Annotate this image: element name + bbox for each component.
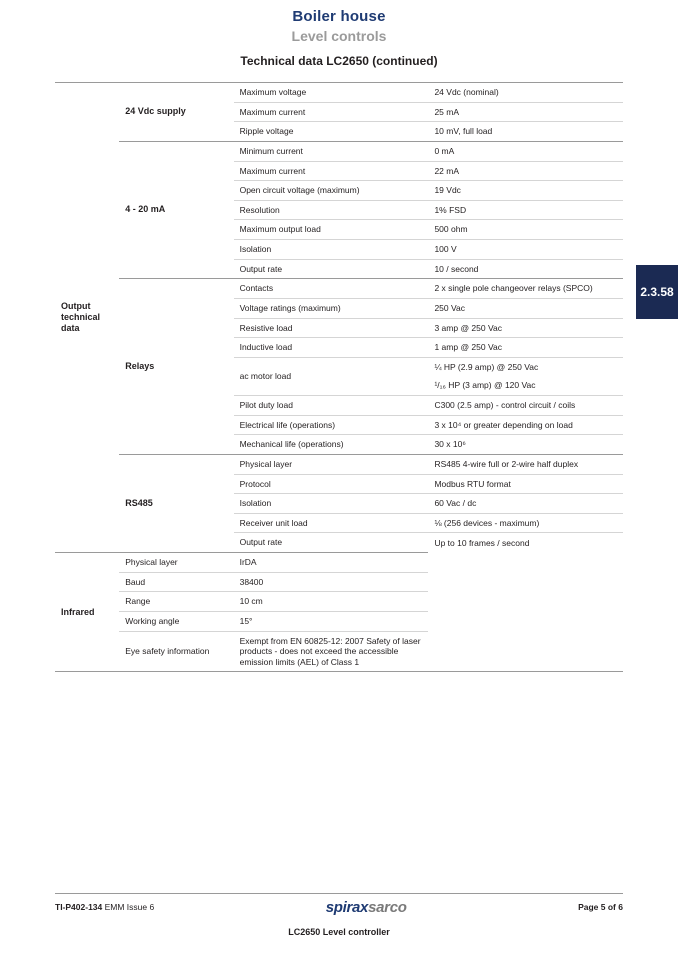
table-row [55, 592, 623, 612]
param-value: 24 Vdc (nominal) [428, 83, 623, 103]
param-value: 3 x 10⁴ or greater depending on load [428, 415, 623, 435]
param-value: 10 cm [234, 592, 429, 612]
group-label: 4 - 20 mA [119, 141, 233, 278]
param-name: Range [119, 592, 233, 612]
param-value: 1% FSD [428, 200, 623, 220]
param-name: Mechanical life (operations) [234, 435, 429, 455]
param-value: 10 / second [428, 259, 623, 279]
table-row [55, 553, 623, 573]
param-value: RS485 4-wire full or 2-wire half duplex [428, 454, 623, 474]
document-reference [55, 902, 154, 912]
param-value: 1 amp @ 250 Vac [428, 338, 623, 358]
group-label: RS485 [119, 454, 233, 552]
param-name: Isolation [234, 494, 429, 514]
group-label: Infrared [55, 553, 119, 672]
table-row [55, 611, 623, 631]
param-name: Baud [119, 572, 233, 592]
param-name: Contacts [234, 279, 429, 299]
param-value: 22 mA [428, 161, 623, 181]
table-row [55, 631, 623, 672]
technical-data-table [55, 82, 623, 672]
param-name: Minimum current [234, 141, 429, 161]
param-name: Working angle [119, 611, 233, 631]
param-value: IrDA [234, 553, 429, 573]
param-name: ac motor load [234, 357, 429, 395]
table-row [55, 572, 623, 592]
param-name: Maximum output load [234, 220, 429, 240]
param-name: Ripple voltage [234, 122, 429, 142]
document-header [0, 0, 678, 68]
param-name: Physical layer [119, 553, 233, 573]
param-value: Modbus RTU format [428, 474, 623, 494]
table-row [55, 83, 623, 103]
param-name: Open circuit voltage (maximum) [234, 181, 429, 201]
param-value: 250 Vac [428, 298, 623, 318]
param-value: 100 V [428, 240, 623, 260]
param-name: Receiver unit load [234, 513, 429, 533]
param-name: Protocol [234, 474, 429, 494]
group-label: Relays [119, 279, 233, 455]
document-reference-suffix: EMM Issue 6 [102, 902, 155, 912]
category-label: Output technical data [55, 83, 119, 553]
logo-text-spirax: spirax [325, 899, 369, 916]
param-name: Isolation [234, 240, 429, 260]
param-value: 30 x 10⁶ [428, 435, 623, 455]
param-name: Output rate [234, 533, 429, 553]
param-value: 3 amp @ 250 Vac [428, 318, 623, 338]
param-name: Pilot duty load [234, 396, 429, 416]
footer-divider [55, 893, 623, 894]
param-value: 0 mA [428, 141, 623, 161]
param-value: 500 ohm [428, 220, 623, 240]
param-name: Output rate [234, 259, 429, 279]
param-value: 60 Vac / dc [428, 494, 623, 514]
param-value: 19 Vdc [428, 181, 623, 201]
param-value: ⅛ (256 devices - maximum) [428, 513, 623, 533]
table-row [55, 279, 623, 299]
logo-text-sarco: sarco [368, 899, 407, 916]
param-name: Resistive load [234, 318, 429, 338]
param-name: Physical layer [234, 454, 429, 474]
footer-caption: LC2650 Level controller [288, 927, 390, 937]
param-name: Electrical life (operations) [234, 415, 429, 435]
param-value: ¼ HP (2.9 amp) @ 250 Vac [428, 357, 623, 376]
page-subtitle: Level controls [291, 28, 387, 44]
param-value: 38400 [234, 572, 429, 592]
param-name: Maximum current [234, 102, 429, 122]
param-value: ¹/₁₆ HP (3 amp) @ 120 Vac [434, 380, 536, 391]
company-logo [326, 900, 407, 915]
param-value: C300 (2.5 amp) - control circuit / coils [428, 396, 623, 416]
table-row [55, 141, 623, 161]
param-value: Up to 10 frames / second [428, 533, 623, 553]
param-name: Voltage ratings (maximum) [234, 298, 429, 318]
param-name: Maximum current [234, 161, 429, 181]
table-bottom-rule [55, 672, 623, 673]
table-row [55, 454, 623, 474]
param-name: Eye safety information [119, 631, 233, 672]
page-title: Boiler house [292, 8, 386, 25]
param-name: Maximum voltage [234, 83, 429, 103]
page-number: Page 5 of 6 [578, 902, 623, 912]
group-label: 24 Vdc supply [119, 83, 233, 142]
document-reference-code: TI-P402-134 [55, 902, 103, 912]
param-name: Resolution [234, 200, 429, 220]
param-value: 15° [234, 611, 429, 631]
param-name: Inductive load [234, 338, 429, 358]
page-index-tab: 2.3.58 [636, 265, 678, 319]
param-value: 2 x single pole changeover relays (SPCO) [428, 279, 623, 299]
param-value: Exempt from EN 60825-12: 2007 Safety of laser products - does not exceed the accessible emission limits (AEL) of Class 1 [234, 631, 429, 672]
section-title: Technical data LC2650 (continued) [240, 54, 438, 68]
param-value: 10 mV, full load [428, 122, 623, 142]
param-value: 25 mA [428, 102, 623, 122]
page-footer [55, 893, 623, 937]
